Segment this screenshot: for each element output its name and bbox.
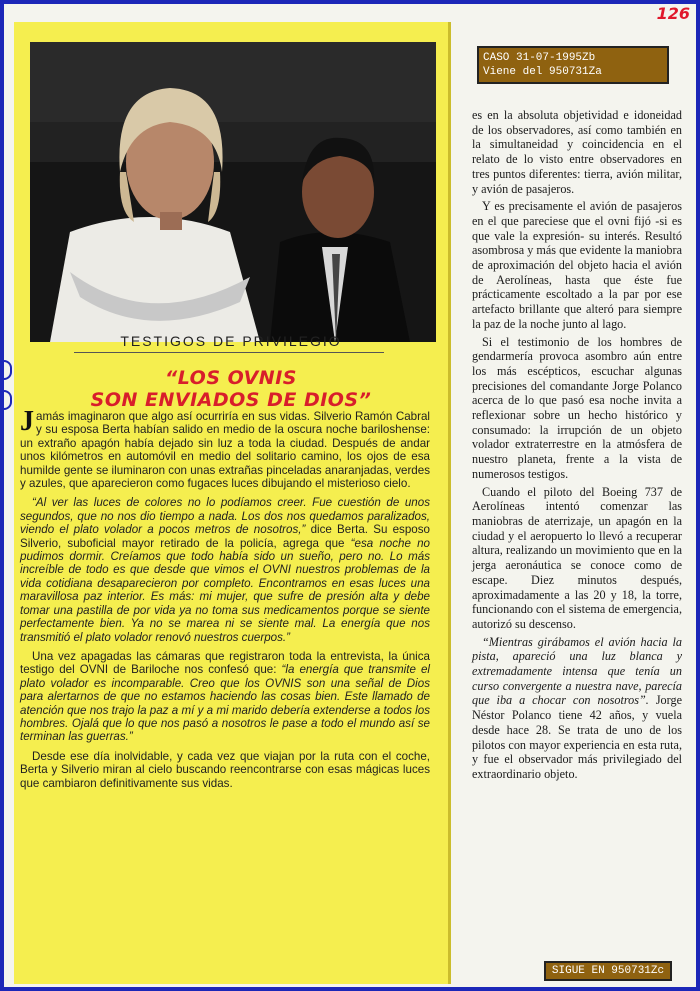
case-id: CASO 31-07-1995Zb [483,52,596,64]
headline-line-1: “LOS OVNIS [165,367,297,389]
continues-tag: SIGUE EN 950731Zc [544,961,672,981]
witnesses-photo-image [30,42,436,342]
paragraph-text: Jorge Néstor Polanco tiene 42 años, y vuela desde hace 28. Se trata de uno de los pilotos con mayor experiencia en esta ruta, y fue el observador más privilegiado del extraordinario objeto. [472,693,682,781]
continued-from: Viene del 950731Za [483,66,602,78]
left-article-body [20,406,430,796]
binder-mark [0,360,12,380]
paragraph-text: amás imaginaron que algo así ocurriría en sus vidas. Silverio Ramón Cabral y su esposa Berta habían salido en medio de la oscura noche bariloshense: un extraño apagón había dejado sin luz a toda la ciudad. Después de andar unos kilómetros en automóvil en medio del solitario camino, los ojos de esa humilde gente se iluminaron con unas extrañas pinceladas anaranjadas, verdes y azules, que aparecieron como fugaces luces dibujando el misterioso cielo. [20,410,430,491]
witnesses-photo [30,42,436,342]
case-tag [477,46,669,84]
paragraph-text: Desde ese día inolvidable, y cada vez que viajan por la ruta con el coche, Berta y Silverio miran al cielo buscando reencontrarse con esas mágicas luces que cambiaron definitivamente sus vidas. [20,749,430,790]
paragraph-text: Una vez apagadas las cámaras que registraron toda la entrevista, la única testigo del OVNI de Bariloche nos confesó que: [20,649,430,677]
paragraph [20,650,430,744]
binder-marks [0,360,14,420]
paragraph: Cuando el piloto del Boeing 737 de Aerolíneas intentó comenzar las maniobras de aterrizaje, un apagón en la ciudad y el aeropuerto lo llevó a recuperar altura, realizando un movimiento que en la jerga aeronáutica se conoce como de escape. Diez minutos después, aproximadamente a las 20 y 18, la torre, funcionando con el sistema de emergencia, autorizó su descenso. [472,484,682,631]
quote-text: “Al ver las luces de colores no lo podíamos creer. Fue cuestión de unos segundos, que no nos dio tiempo a nada. Los dos nos quedamos paralizados, viendo el plato volador a pocos metros de nosotros,” [20,496,430,537]
paragraph: Y es precisamente el avión de pasajeros en el que pareciese que el ovni fijó -si es que vale la expresión- su interés. Resultó asombrosa y más que evidente la maniobra de aproximación del objeto hacia el avión de Aerolíneas, hasta que éste fue prácticamente escoltado a la par por ese artefacto brillante que alteró para siempre la paz de la noche junto al lago. [472,199,682,331]
quote-text: “esa noche no pudimos dormir. Creíamos que todo había sido un sueño, pero no. Lo más increíble de todo es que desde que vimos el OVNI nuestros problemas de la vida cotidiana desaparecieron por completo. Encontramos en esas luces una maravillosa paz interior. Es más: mi mujer, que sufre de presión alta y debe tomar una pastilla de por vida ya no toma sus medicamentos porque se siente perfectamente bien. Ya no se marea ni se siente mal. La energía que nos transmitió el plato volador renovó nuestros cuerpos.” [20,536,430,644]
section-kicker: TESTIGOS DE PRIVILEGIO [120,333,342,349]
right-article-body [472,108,682,785]
page-number: 126 [656,4,690,23]
paragraph [20,406,430,491]
paragraph [472,635,682,782]
binder-mark [0,390,12,410]
headline-line-2: SON ENVIADOS DE DIOS” [90,389,372,411]
kicker-rule [74,352,384,353]
paragraph [20,750,430,790]
drop-cap: J [20,406,34,437]
article-headline [14,367,448,411]
quote-text: “la energía que transmite el plato volador es incomparable. Creo que los OVNIS son una señal de Dios para alertarnos de que no estamos haciendo las cosas bien. Este llamado de atención que nos trajo la paz a mí y a mi marido debería extenderse a todos los hombres. Ojalá que lo que nos pasó a nosotros le pase a todo el mundo así se terminan las guerras.” [20,663,430,744]
paragraph: es en la absoluta objetividad e idoneidad de los observadores, así como también en la simultaneidad y coincidencia en el relato de lo visto entre observadores en tres puntos diferentes: tierra, avión militar, y avión de pasajeros. [472,108,682,196]
paragraph-text: dice Berta. Su esposo Silverio, suboficial mayor retirado de la policía, agrega que [20,523,430,550]
paragraph: Si el testimonio de los hombres de gendarmería provoca asombro aún entre los más escépticos, escuchar algunas precisiones del comandante Jorge Polanco acerca de lo que pasó esa noche invita a reflexionar sobre un hecho histórico y consumado: la irrupción de un objeto volador extraterrestre en la atmósfera de nuestro planeta, frente a la vista de numerosos testigos. [472,334,682,481]
paragraph [20,496,430,643]
quote-text: “Mientras girábamos el avión hacia la pista, apareció una luz blanca y extremadamente intensa que tenía un curso convergente a nuestra nave, parecía que iba a chocar con nosotros”. [472,634,682,708]
